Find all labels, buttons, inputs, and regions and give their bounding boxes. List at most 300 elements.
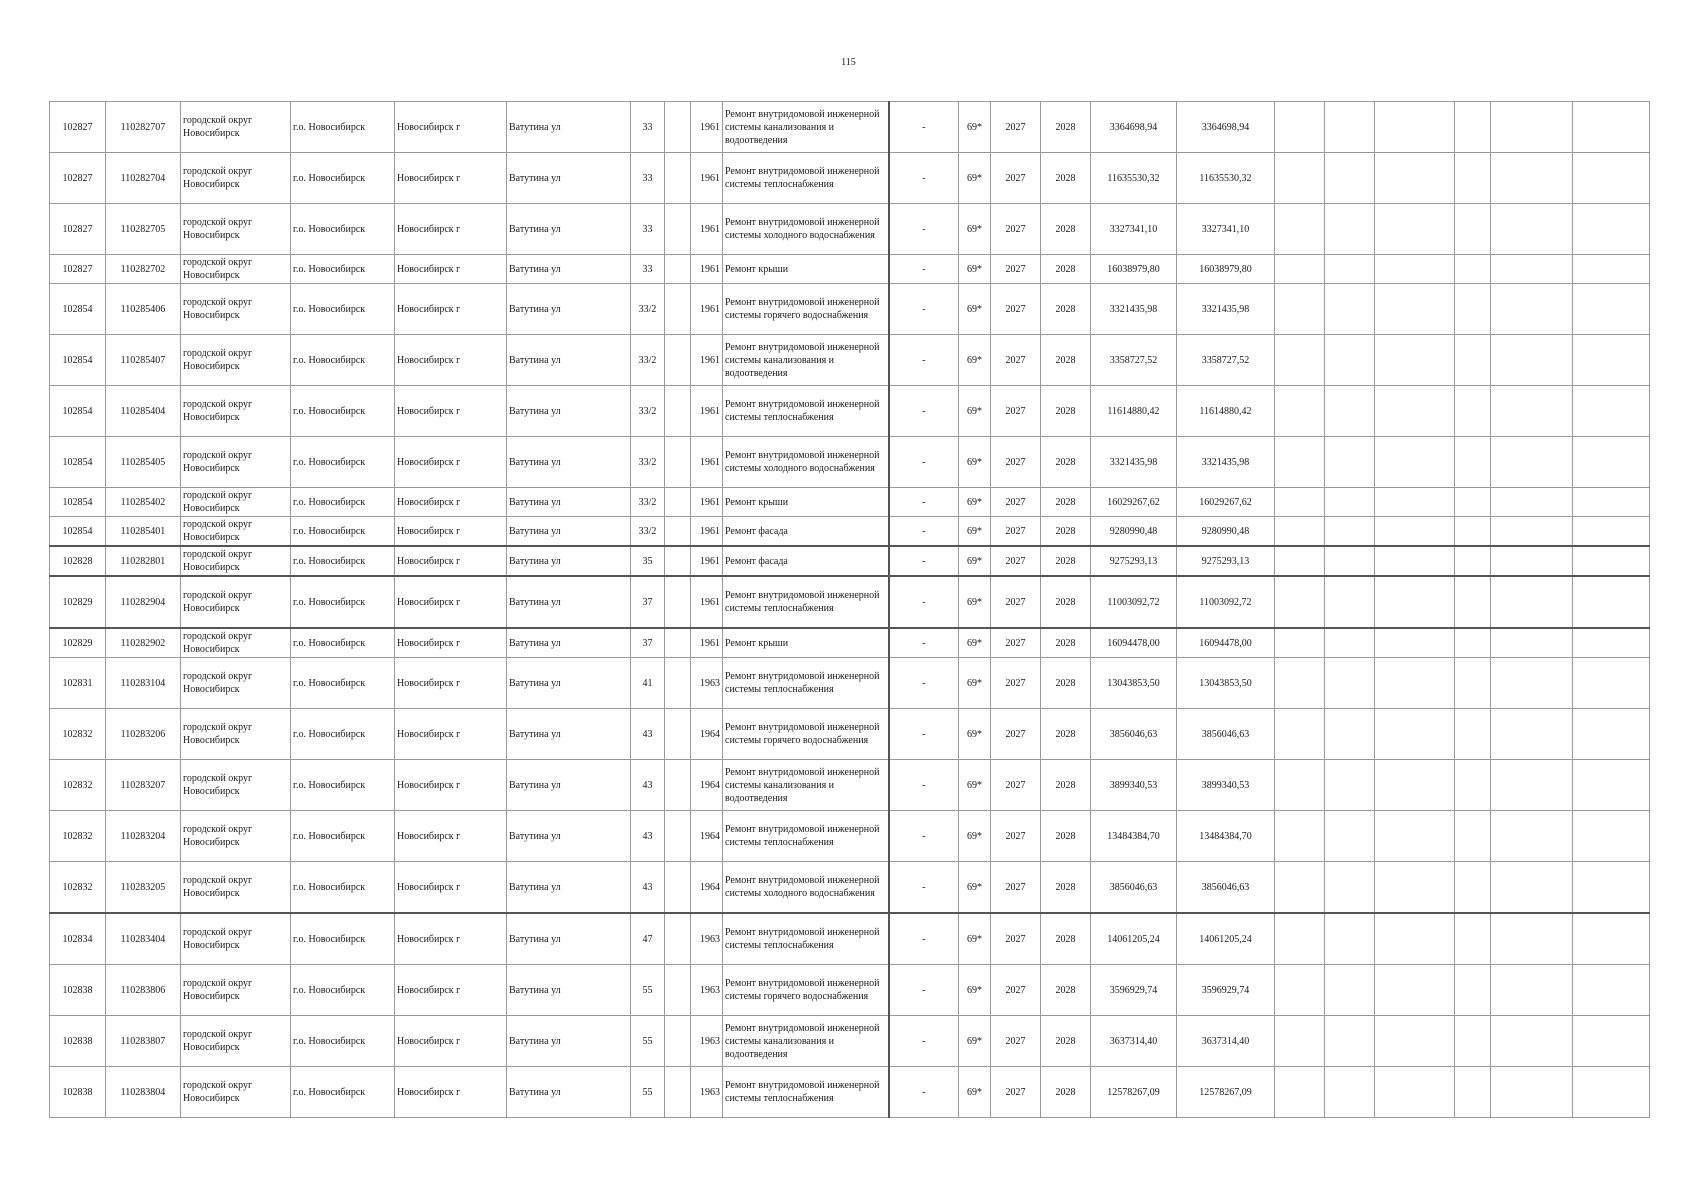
cost-cell: 3321435,98 [1091,437,1177,488]
house-id-cell: 102854 [50,335,106,386]
empty-cell [1455,386,1491,437]
empty-cell [1325,284,1375,335]
district-cell: городской округ Новосибирск [181,1067,291,1118]
work-code-cell: 110282707 [106,102,181,153]
empty-cell [1375,576,1455,628]
empty-cell [1491,913,1573,965]
empty-cell [1325,386,1375,437]
empty-cell [1275,709,1325,760]
end-year-cell: 2028 [1041,628,1091,658]
empty-cell [1275,153,1325,204]
table-body [50,102,1650,1118]
total-cost-cell: 13043853,50 [1177,658,1275,709]
city-cell: Новосибирск г [395,811,507,862]
empty-cell [1491,576,1573,628]
municipality-cell: г.о. Новосибирск [291,658,395,709]
empty-cell [1325,1067,1375,1118]
house-id-cell: 102828 [50,546,106,576]
street-cell: Ватутина ул [507,284,631,335]
build-year-cell: 1961 [691,102,723,153]
work-code-cell: 110283804 [106,1067,181,1118]
empty-cell [1275,284,1325,335]
empty-cell [1275,437,1325,488]
house-number-cell: 33 [631,153,665,204]
end-year-cell: 2028 [1041,204,1091,255]
empty-cell [1491,546,1573,576]
norm-cell: 69* [959,862,991,914]
norm-cell: 69* [959,628,991,658]
house-id-cell: 102838 [50,1067,106,1118]
extra-cell [665,576,691,628]
empty-cell [1455,204,1491,255]
district-cell: городской округ Новосибирск [181,488,291,517]
empty-cell [1573,284,1650,335]
empty-cell [1573,913,1650,965]
dash-cell: - [889,204,959,255]
house-id-cell: 102832 [50,862,106,914]
municipality-cell: г.о. Новосибирск [291,628,395,658]
dash-cell: - [889,709,959,760]
norm-cell: 69* [959,335,991,386]
dash-cell: - [889,913,959,965]
empty-cell [1275,335,1325,386]
dash-cell: - [889,658,959,709]
extra-cell [665,153,691,204]
empty-cell [1375,862,1455,914]
empty-cell [1375,204,1455,255]
work-code-cell: 110283806 [106,965,181,1016]
empty-cell [1375,1067,1455,1118]
empty-cell [1275,658,1325,709]
empty-cell [1275,546,1325,576]
empty-cell [1491,437,1573,488]
house-id-cell: 102829 [50,576,106,628]
empty-cell [1275,811,1325,862]
work-type-cell: Ремонт фасада [723,546,889,576]
empty-cell [1491,488,1573,517]
cost-cell: 16029267,62 [1091,488,1177,517]
municipality-cell: г.о. Новосибирск [291,913,395,965]
municipality-cell: г.о. Новосибирск [291,965,395,1016]
build-year-cell: 1964 [691,811,723,862]
extra-cell [665,1067,691,1118]
street-cell: Ватутина ул [507,913,631,965]
house-number-cell: 55 [631,965,665,1016]
cost-cell: 12578267,09 [1091,1067,1177,1118]
work-code-cell: 110285407 [106,335,181,386]
empty-cell [1491,709,1573,760]
build-year-cell: 1961 [691,437,723,488]
start-year-cell: 2027 [991,546,1041,576]
house-id-cell: 102854 [50,488,106,517]
build-year-cell: 1961 [691,546,723,576]
norm-cell: 69* [959,284,991,335]
start-year-cell: 2027 [991,437,1041,488]
start-year-cell: 2027 [991,811,1041,862]
city-cell: Новосибирск г [395,1016,507,1067]
end-year-cell: 2028 [1041,658,1091,709]
empty-cell [1275,386,1325,437]
total-cost-cell: 12578267,09 [1177,1067,1275,1118]
house-number-cell: 55 [631,1016,665,1067]
work-code-cell: 110283205 [106,862,181,914]
municipality-cell: г.о. Новосибирск [291,102,395,153]
empty-cell [1573,335,1650,386]
start-year-cell: 2027 [991,102,1041,153]
total-cost-cell: 11003092,72 [1177,576,1275,628]
end-year-cell: 2028 [1041,965,1091,1016]
empty-cell [1573,437,1650,488]
build-year-cell: 1961 [691,628,723,658]
table-row [50,1067,1650,1118]
city-cell: Новосибирск г [395,284,507,335]
table-row [50,811,1650,862]
cost-cell: 13484384,70 [1091,811,1177,862]
total-cost-cell: 3321435,98 [1177,437,1275,488]
empty-cell [1573,546,1650,576]
empty-cell [1375,517,1455,547]
start-year-cell: 2027 [991,709,1041,760]
district-cell: городской округ Новосибирск [181,760,291,811]
city-cell: Новосибирск г [395,760,507,811]
start-year-cell: 2027 [991,628,1041,658]
work-type-cell: Ремонт внутридомовой инженерной системы горячего водоснабжения [723,965,889,1016]
municipality-cell: г.о. Новосибирск [291,760,395,811]
municipality-cell: г.о. Новосибирск [291,517,395,547]
work-type-cell: Ремонт крыши [723,628,889,658]
total-cost-cell: 3364698,94 [1177,102,1275,153]
table-row [50,255,1650,284]
empty-cell [1375,437,1455,488]
empty-cell [1375,709,1455,760]
empty-cell [1573,1067,1650,1118]
house-number-cell: 47 [631,913,665,965]
start-year-cell: 2027 [991,760,1041,811]
house-id-cell: 102827 [50,255,106,284]
empty-cell [1375,153,1455,204]
total-cost-cell: 3358727,52 [1177,335,1275,386]
empty-cell [1455,255,1491,284]
city-cell: Новосибирск г [395,658,507,709]
build-year-cell: 1964 [691,862,723,914]
city-cell: Новосибирск г [395,335,507,386]
total-cost-cell: 16029267,62 [1177,488,1275,517]
municipality-cell: г.о. Новосибирск [291,255,395,284]
municipality-cell: г.о. Новосибирск [291,862,395,914]
house-number-cell: 43 [631,811,665,862]
house-number-cell: 35 [631,546,665,576]
work-code-cell: 110283404 [106,913,181,965]
work-type-cell: Ремонт внутридомовой инженерной системы горячего водоснабжения [723,284,889,335]
empty-cell [1455,760,1491,811]
district-cell: городской округ Новосибирск [181,811,291,862]
build-year-cell: 1961 [691,576,723,628]
empty-cell [1491,335,1573,386]
norm-cell: 69* [959,517,991,547]
dash-cell: - [889,102,959,153]
build-year-cell: 1961 [691,488,723,517]
extra-cell [665,284,691,335]
empty-cell [1275,576,1325,628]
house-number-cell: 43 [631,709,665,760]
end-year-cell: 2028 [1041,913,1091,965]
work-type-cell: Ремонт внутридомовой инженерной системы холодного водоснабжения [723,862,889,914]
empty-cell [1491,760,1573,811]
cost-cell: 3358727,52 [1091,335,1177,386]
end-year-cell: 2028 [1041,488,1091,517]
table-row [50,517,1650,547]
empty-cell [1375,628,1455,658]
build-year-cell: 1961 [691,255,723,284]
city-cell: Новосибирск г [395,628,507,658]
work-type-cell: Ремонт внутридомовой инженерной системы теплоснабжения [723,658,889,709]
work-type-cell: Ремонт внутридомовой инженерной системы канализования и водоотведения [723,760,889,811]
total-cost-cell: 3596929,74 [1177,965,1275,1016]
empty-cell [1325,811,1375,862]
house-id-cell: 102838 [50,965,106,1016]
empty-cell [1573,204,1650,255]
build-year-cell: 1963 [691,913,723,965]
extra-cell [665,1016,691,1067]
extra-cell [665,709,691,760]
empty-cell [1325,517,1375,547]
total-cost-cell: 13484384,70 [1177,811,1275,862]
empty-cell [1573,488,1650,517]
table-row [50,760,1650,811]
cost-cell: 3327341,10 [1091,204,1177,255]
city-cell: Новосибирск г [395,488,507,517]
empty-cell [1491,255,1573,284]
work-type-cell: Ремонт внутридомовой инженерной системы канализования и водоотведения [723,335,889,386]
cost-cell: 3596929,74 [1091,965,1177,1016]
municipality-cell: г.о. Новосибирск [291,335,395,386]
empty-cell [1455,546,1491,576]
empty-cell [1325,255,1375,284]
work-code-cell: 110282904 [106,576,181,628]
empty-cell [1325,658,1375,709]
build-year-cell: 1961 [691,153,723,204]
house-number-cell: 33/2 [631,517,665,547]
empty-cell [1375,255,1455,284]
house-id-cell: 102831 [50,658,106,709]
city-cell: Новосибирск г [395,437,507,488]
district-cell: городской округ Новосибирск [181,255,291,284]
cost-cell: 11003092,72 [1091,576,1177,628]
street-cell: Ватутина ул [507,102,631,153]
end-year-cell: 2028 [1041,335,1091,386]
house-number-cell: 41 [631,658,665,709]
house-id-cell: 102827 [50,153,106,204]
city-cell: Новосибирск г [395,546,507,576]
work-code-cell: 110285406 [106,284,181,335]
total-cost-cell: 11614880,42 [1177,386,1275,437]
norm-cell: 69* [959,255,991,284]
municipality-cell: г.о. Новосибирск [291,709,395,760]
total-cost-cell: 3856046,63 [1177,709,1275,760]
end-year-cell: 2028 [1041,153,1091,204]
build-year-cell: 1961 [691,284,723,335]
end-year-cell: 2028 [1041,284,1091,335]
empty-cell [1455,153,1491,204]
empty-cell [1455,437,1491,488]
start-year-cell: 2027 [991,335,1041,386]
district-cell: городской округ Новосибирск [181,709,291,760]
empty-cell [1325,965,1375,1016]
extra-cell [665,628,691,658]
empty-cell [1325,913,1375,965]
cost-cell: 11614880,42 [1091,386,1177,437]
street-cell: Ватутина ул [507,437,631,488]
end-year-cell: 2028 [1041,862,1091,914]
dash-cell: - [889,488,959,517]
norm-cell: 69* [959,913,991,965]
total-cost-cell: 3899340,53 [1177,760,1275,811]
start-year-cell: 2027 [991,1067,1041,1118]
empty-cell [1275,255,1325,284]
start-year-cell: 2027 [991,517,1041,547]
empty-cell [1491,658,1573,709]
work-code-cell: 110282705 [106,204,181,255]
end-year-cell: 2028 [1041,760,1091,811]
table-row [50,204,1650,255]
empty-cell [1325,546,1375,576]
build-year-cell: 1961 [691,335,723,386]
end-year-cell: 2028 [1041,255,1091,284]
district-cell: городской округ Новосибирск [181,517,291,547]
work-code-cell: 110282704 [106,153,181,204]
house-number-cell: 55 [631,1067,665,1118]
empty-cell [1455,1067,1491,1118]
build-year-cell: 1961 [691,204,723,255]
house-number-cell: 33/2 [631,437,665,488]
work-type-cell: Ремонт внутридомовой инженерной системы теплоснабжения [723,153,889,204]
table-row [50,658,1650,709]
table-row [50,576,1650,628]
house-number-cell: 37 [631,628,665,658]
norm-cell: 69* [959,709,991,760]
start-year-cell: 2027 [991,658,1041,709]
empty-cell [1325,102,1375,153]
end-year-cell: 2028 [1041,811,1091,862]
empty-cell [1325,628,1375,658]
extra-cell [665,255,691,284]
cost-cell: 9280990,48 [1091,517,1177,547]
table-row [50,965,1650,1016]
dash-cell: - [889,760,959,811]
empty-cell [1491,965,1573,1016]
empty-cell [1491,284,1573,335]
dash-cell: - [889,576,959,628]
work-code-cell: 110283807 [106,1016,181,1067]
start-year-cell: 2027 [991,255,1041,284]
municipality-cell: г.о. Новосибирск [291,204,395,255]
end-year-cell: 2028 [1041,1016,1091,1067]
table-row [50,102,1650,153]
street-cell: Ватутина ул [507,255,631,284]
extra-cell [665,437,691,488]
municipality-cell: г.о. Новосибирск [291,811,395,862]
house-number-cell: 33/2 [631,335,665,386]
municipality-cell: г.о. Новосибирск [291,1016,395,1067]
build-year-cell: 1964 [691,709,723,760]
total-cost-cell: 3637314,40 [1177,1016,1275,1067]
table-row [50,437,1650,488]
work-code-cell: 110283104 [106,658,181,709]
house-number-cell: 33/2 [631,386,665,437]
empty-cell [1491,1067,1573,1118]
cost-cell: 3856046,63 [1091,862,1177,914]
extra-cell [665,386,691,437]
end-year-cell: 2028 [1041,437,1091,488]
empty-cell [1375,386,1455,437]
empty-cell [1325,153,1375,204]
dash-cell: - [889,862,959,914]
dash-cell: - [889,965,959,1016]
empty-cell [1491,386,1573,437]
cost-cell: 3364698,94 [1091,102,1177,153]
empty-cell [1275,965,1325,1016]
empty-cell [1325,862,1375,914]
district-cell: городской округ Новосибирск [181,862,291,914]
total-cost-cell: 16038979,80 [1177,255,1275,284]
norm-cell: 69* [959,811,991,862]
empty-cell [1491,517,1573,547]
street-cell: Ватутина ул [507,153,631,204]
empty-cell [1573,576,1650,628]
norm-cell: 69* [959,1016,991,1067]
dash-cell: - [889,284,959,335]
municipality-cell: г.о. Новосибирск [291,386,395,437]
cost-cell: 3856046,63 [1091,709,1177,760]
work-type-cell: Ремонт внутридомовой инженерной системы канализования и водоотведения [723,1016,889,1067]
empty-cell [1573,1016,1650,1067]
city-cell: Новосибирск г [395,386,507,437]
empty-cell [1275,862,1325,914]
cost-cell: 3321435,98 [1091,284,1177,335]
build-year-cell: 1961 [691,386,723,437]
street-cell: Ватутина ул [507,576,631,628]
house-number-cell: 43 [631,862,665,914]
table-row [50,284,1650,335]
district-cell: городской округ Новосибирск [181,335,291,386]
empty-cell [1375,811,1455,862]
municipality-cell: г.о. Новосибирск [291,1067,395,1118]
empty-cell [1573,153,1650,204]
table-row [50,1016,1650,1067]
house-id-cell: 102827 [50,102,106,153]
start-year-cell: 2027 [991,284,1041,335]
end-year-cell: 2028 [1041,102,1091,153]
extra-cell [665,335,691,386]
city-cell: Новосибирск г [395,1067,507,1118]
empty-cell [1455,965,1491,1016]
house-number-cell: 43 [631,760,665,811]
empty-cell [1455,284,1491,335]
street-cell: Ватутина ул [507,965,631,1016]
table-row [50,546,1650,576]
empty-cell [1573,965,1650,1016]
house-id-cell: 102827 [50,204,106,255]
empty-cell [1275,488,1325,517]
street-cell: Ватутина ул [507,658,631,709]
city-cell: Новосибирск г [395,255,507,284]
build-year-cell: 1963 [691,1016,723,1067]
norm-cell: 69* [959,204,991,255]
street-cell: Ватутина ул [507,546,631,576]
work-type-cell: Ремонт внутридомовой инженерной системы теплоснабжения [723,1067,889,1118]
extra-cell [665,488,691,517]
end-year-cell: 2028 [1041,546,1091,576]
